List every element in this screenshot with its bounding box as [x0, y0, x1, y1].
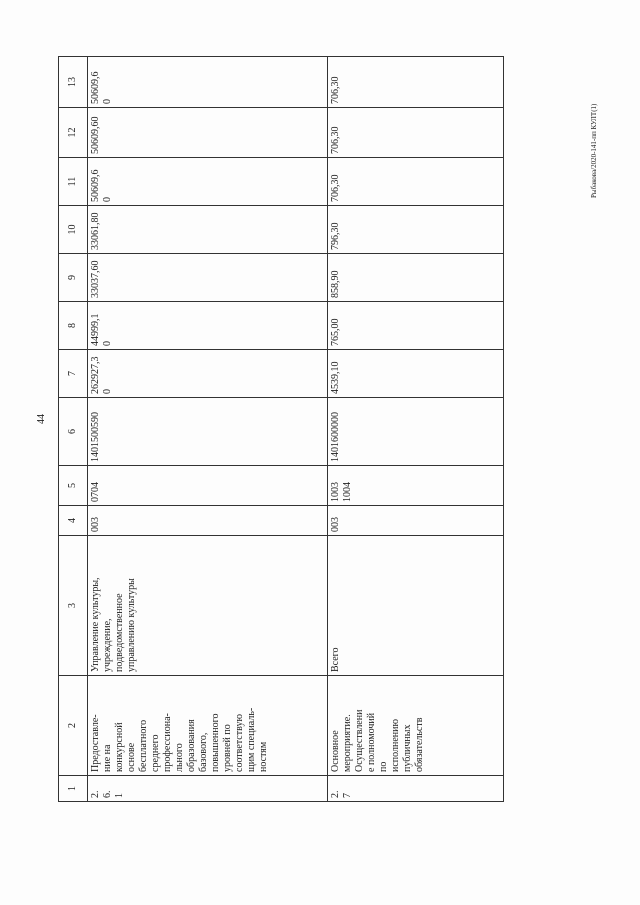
value-cell: 796,30	[328, 206, 504, 254]
value-cell: 858,90	[328, 254, 504, 302]
table-row	[328, 57, 504, 802]
executor: Всего	[328, 536, 504, 676]
header-cell-12: 12	[59, 108, 88, 158]
document-id: Рыбакова/2020-141-пп КУЛТ(1)	[590, 103, 598, 198]
header-cell-2: 2	[59, 676, 88, 776]
header-cell-7: 7	[59, 350, 88, 398]
value-cell: 765,00	[328, 302, 504, 350]
header-cell-4: 4	[59, 506, 88, 536]
value-cell: 4539,10	[328, 350, 504, 398]
header-cell-11: 11	[59, 158, 88, 206]
header-cell-6: 6	[59, 398, 88, 466]
value-cell: 706,30	[328, 57, 504, 108]
header-cell-8: 8	[59, 302, 88, 350]
value-cell: 33061,80	[88, 206, 328, 254]
value-cell: 50609,6 0	[88, 158, 328, 206]
value-cell: 706,30	[328, 158, 504, 206]
header-cell-10: 10	[59, 206, 88, 254]
row-number: 2. 6. 1	[88, 776, 328, 802]
rzpr-code: 1003 1004	[328, 466, 504, 506]
csr-code: 1401500590	[88, 398, 328, 466]
value-cell: 706,30	[328, 108, 504, 158]
header-cell-13: 13	[59, 57, 88, 108]
value-cell: 262927,3 0	[88, 350, 328, 398]
header-cell-1: 1	[59, 776, 88, 802]
budget-table	[58, 56, 504, 802]
page-number: 44	[36, 414, 47, 424]
header-row	[59, 57, 88, 802]
value-cell: 44999,1 0	[88, 302, 328, 350]
value-cell: 50609,6 0	[88, 57, 328, 108]
header-cell-3: 3	[59, 536, 88, 676]
value-cell: 50609,60	[88, 108, 328, 158]
table-row	[88, 57, 328, 802]
row-number: 2. 7	[328, 776, 504, 802]
csr-code: 1401600000	[328, 398, 504, 466]
header-cell-9: 9	[59, 254, 88, 302]
table-container	[58, 57, 498, 802]
executor: Управление культуры, учреждение, подведомственное управлению культуры	[88, 536, 328, 676]
header-cell-5: 5	[59, 466, 88, 506]
value-cell: 33037,60	[88, 254, 328, 302]
event-name: Предоставле- ние на конкурсной основе бесплатного среднего профессиона- льного образования базового, повышенного уровней по соответствую щим специаль- ностям	[88, 676, 328, 776]
rzpr-code: 0704	[88, 466, 328, 506]
event-name: Основное мероприятие. Осуществлени е полномочий по исполнению публичных обязательств	[328, 676, 504, 776]
grbs-code: 003	[88, 506, 328, 536]
grbs-code: 003	[328, 506, 504, 536]
